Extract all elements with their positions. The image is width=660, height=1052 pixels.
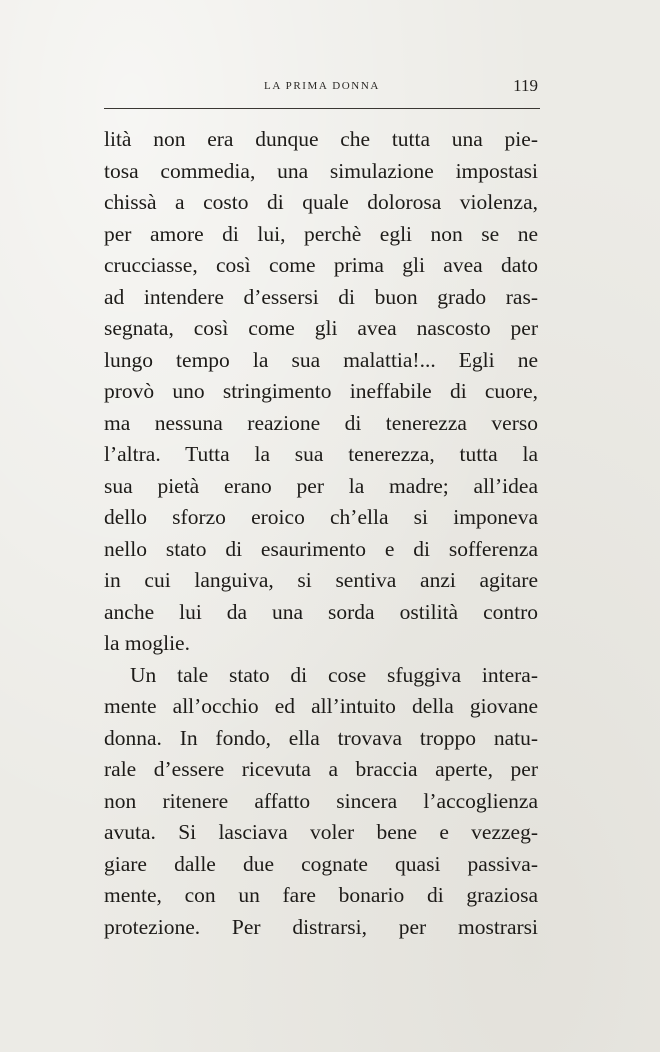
- text-line: sua pietà erano per la madre; all’idea: [104, 473, 538, 498]
- text-line: ad intendere d’essersi di buon grado ras-: [104, 284, 538, 309]
- text-line: lungo tempo la sua malattia!... Egli ne: [104, 347, 538, 372]
- text-line: non ritenere affatto sincera l’accoglienza: [104, 788, 538, 813]
- text-line: crucciasse, così come prima gli avea dato: [104, 253, 538, 277]
- text-line: segnata, così come gli avea nascosto per: [104, 316, 538, 340]
- paragraph-start-line: Un tale stato di cose sfuggiva intera-: [130, 662, 538, 687]
- text-line: lità non era dunque che tutta una pie-: [104, 127, 538, 151]
- paragraph-end-line: la moglie.: [104, 631, 190, 655]
- text-line: chissà a costo di quale dolorosa violenza,: [104, 190, 538, 214]
- page-number: 119: [513, 76, 538, 95]
- text-line: dello sforzo eroico ch’ella si imponeva: [104, 505, 538, 529]
- body-text: [104, 124, 538, 943]
- text-line: rale d’essere ricevuta a braccia aperte, per: [104, 757, 538, 781]
- running-title: LA PRIMA DONNA: [264, 80, 380, 92]
- text-line: mente, con un fare bonario di graziosa: [104, 883, 538, 907]
- text-line: provò uno stringimento ineffabile di cuore,: [104, 379, 538, 403]
- text-line: anche lui da una sorda ostilità contro: [104, 599, 538, 624]
- text-line: l’altra. Tutta la sua tenerezza, tutta la: [104, 442, 538, 466]
- page-header: [104, 72, 540, 106]
- text-line: nello stato di esaurimento e di sofferenza: [104, 536, 538, 561]
- text-line: ma nessuna reazione di tenerezza verso: [104, 410, 538, 435]
- text-line: mente all’occhio ed all’intuito della giovane: [104, 694, 538, 718]
- text-line: protezione. Per distrarsi, per mostrarsi: [104, 914, 538, 939]
- text-line: avuta. Si lasciava voler bene e vezzeg-: [104, 820, 538, 844]
- text-line: in cui languiva, si sentiva anzi agitare: [104, 568, 538, 592]
- text-line: giare dalle due cognate quasi passiva-: [104, 851, 538, 876]
- text-line: per amore di lui, perchè egli non se ne: [104, 221, 538, 246]
- text-line: donna. In fondo, ella trovava troppo natu-: [104, 725, 538, 750]
- text-line: tosa commedia, una simulazione impostasi: [104, 158, 538, 183]
- header-rule: [104, 108, 540, 109]
